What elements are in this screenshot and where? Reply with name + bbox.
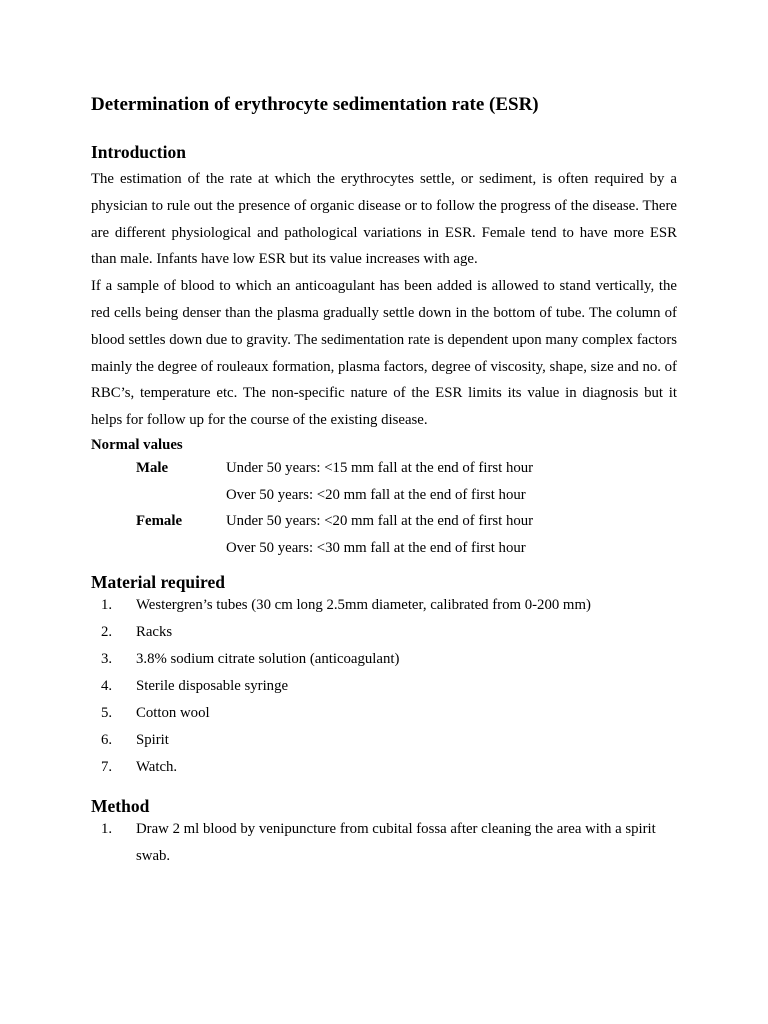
normal-values-heading: Normal values — [91, 436, 183, 453]
list-item-text: 3.8% sodium citrate solution (anticoagulant) — [136, 651, 400, 668]
normal-values-label — [136, 535, 226, 562]
list-item-text: Draw 2 ml blood by venipuncture from cubital fossa after cleaning the area with a spirit swab. — [136, 820, 656, 864]
list-item-number: 4. — [101, 678, 113, 695]
list-item-text: Watch. — [136, 758, 178, 775]
list-item-text: Racks — [136, 624, 173, 641]
list-item-text: Westergren’s tubes (30 cm long 2.5mm diameter, calibrated from 0-200 mm) — [136, 597, 591, 614]
list-item — [91, 673, 677, 700]
normal-values-row — [91, 482, 677, 509]
list-item — [91, 816, 677, 870]
material-required-heading: Material required — [91, 572, 225, 593]
document-title: Determination of erythrocyte sedimentation rate (ESR) — [91, 94, 539, 115]
introduction-paragraph-2: If a sample of blood to which an anticoagulant has been added is allowed to stand vertically, the red cells being denser than the plasma gradually settle down in the bottom of tube. The column of blood settles down due to gravity. The sedimentation rate is dependent upon many complex factors mainly the degree of rouleaux formation, plasma factors, degree of viscosity, shape, size and no. of RBC’s, temperature etc. The non-specific nature of the ESR limits its value in diagnosis but it helps for follow up for the course of the existing disease. — [91, 278, 677, 429]
list-item-number: 6. — [101, 731, 113, 748]
list-item-text: Spirit — [136, 731, 169, 748]
list-item-text: Cotton wool — [136, 704, 210, 721]
method-list — [91, 816, 677, 870]
list-item-number: 3. — [101, 651, 113, 668]
material-list — [91, 592, 677, 780]
list-item — [91, 646, 677, 673]
normal-values-value: Under 50 years: <20 mm fall at the end of first hour — [226, 513, 534, 530]
list-item-number: 1. — [101, 820, 113, 837]
list-item-text: Sterile disposable syringe — [136, 678, 289, 695]
list-item-number: 7. — [101, 758, 113, 775]
list-item — [91, 727, 677, 754]
list-item-number: 2. — [101, 624, 113, 641]
normal-values-label — [136, 482, 226, 509]
normal-values-table — [91, 455, 677, 561]
normal-values-value: Over 50 years: <30 mm fall at the end of first hour — [226, 539, 526, 556]
list-item-number: 5. — [101, 704, 113, 721]
list-item — [91, 619, 677, 646]
list-item — [91, 592, 677, 619]
document-page — [91, 92, 677, 870]
normal-values-row — [91, 455, 677, 482]
list-item — [91, 700, 677, 727]
method-heading: Method — [91, 795, 150, 816]
normal-values-row — [91, 535, 677, 562]
normal-values-label: Female — [136, 513, 183, 530]
list-item-number: 1. — [101, 597, 113, 614]
introduction-heading: Introduction — [91, 142, 186, 162]
normal-values-value: Under 50 years: <15 mm fall at the end of first hour — [226, 459, 534, 476]
normal-values-value: Over 50 years: <20 mm fall at the end of first hour — [226, 486, 526, 503]
list-item — [91, 754, 677, 781]
introduction-paragraph-1: The estimation of the rate at which the erythrocytes settle, or sediment, is often required by a physician to rule out the presence of organic disease or to follow the progress of the disease. There are different physiological and pathological variations in ESR. Female tend to have more ESR than male. Infants have low ESR but its value increases with age. — [91, 171, 677, 268]
normal-values-label: Male — [136, 459, 169, 476]
normal-values-row — [91, 508, 677, 535]
